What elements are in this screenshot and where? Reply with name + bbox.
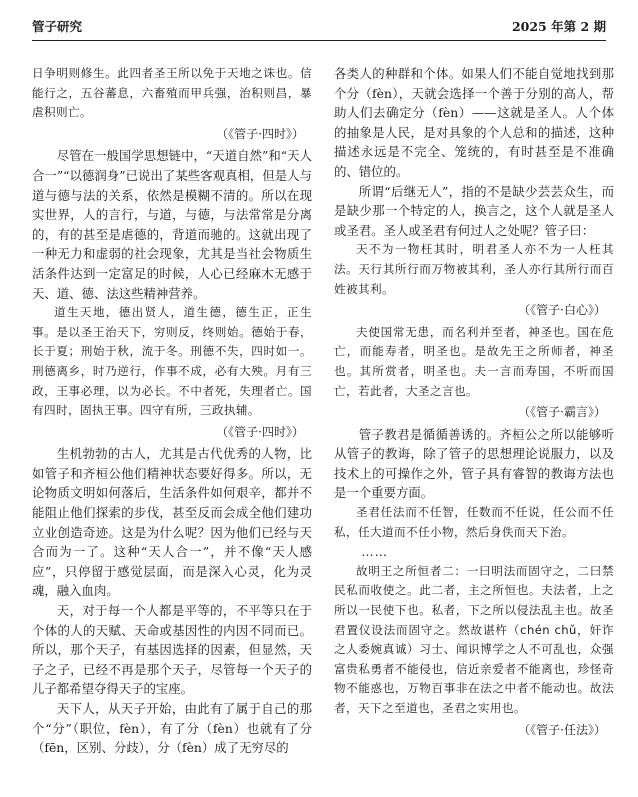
ellipsis: …… — [361, 544, 389, 560]
quote-block: 夫使国常无患，而名利并至者，神圣也。国在危亡，而能寿者，明圣也。是故先王之所师者，神圣也。其所赏者，明圣也。夫一言而寿国，不听而国亡，若此者，大圣之言也。 — [334, 324, 614, 398]
citation: （《管子·白心》） — [518, 303, 606, 318]
paragraph: 天下人，从天子开始，由此有了属于自己的那个“分”（职位，fèn），有了分（fèn）也就有了分（fēn，区别、分歧），分（fèn）成了无穷尽的 — [32, 701, 312, 756]
citation: （《管子·四时》） — [216, 126, 304, 141]
paragraph: 尽管在一般国学思想链中，“天道自然”和“天人合一”“以德润身”已说出了某些客观真相，但是人与道与德与法的关系，依然是模糊不清的。所以在现实世界，人的言行，与道，与德，与法常常是分离的，有的甚至是虐德的，背道而驰的。这就出现了一种无力和虚弱的社会现象，尤其是当社会物质生活条件达到一定富足的时候，人心已经麻木无感于天、道、德、法这些精神营养。 — [32, 148, 312, 301]
left-column — [32, 64, 312, 758]
quote-block: 日争明则修生。此四者圣王所以免于天地之诛也。信能行之，五谷蕃息，六畜殖而甲兵强，治积则昌，暴虐积则亡。 — [32, 66, 312, 120]
paragraph: 各类人的种群和个体。如果人们不能自觉地找到那个分（fèn），天就会选择一个善于分别的高人，帮助人们去确定分（fèn）——这就是圣人。人个体的抽象是人民，是对具象的个人总和的描述，这种描述永远是不完全、笼统的，有时甚至是不准确的、错位的。 — [334, 66, 614, 179]
quote-block: 天不为一物枉其时，明君圣人亦不为一人枉其法。天行其所行而万物被其利，圣人亦行其所行而百姓被其利。 — [334, 242, 614, 296]
right-column — [334, 64, 614, 742]
page-header — [32, 14, 606, 41]
quote-block: 故明王之所恒者二：一曰明法而固守之，二曰禁民私而收使之。此二者，主之所恒也。夫法者，上之所以一民使下也。私者，下之所以侵法乱主也。故圣君置仪设法而固守之。然故谌杵（chén chǔ，奸诈之人委婉真诚）习士、闻识博学之人不可乱也，众强富贵私勇者不能侵也，信近亲爱者不能离也，珍怪奇物不能惑也，万物百事非在法之中者不能动也。故法者，天下之至道也，圣君之实用也。 — [334, 563, 614, 715]
paragraph: 管子教君是循循善诱的。齐桓公之所以能够听从管子的教诲，除了管子的思想理论说服力，以及技术上的可操作之外，管子具有睿智的教诲方法也是一个重要方面。 — [334, 426, 614, 501]
citation: （《管子·四时》） — [216, 424, 304, 439]
paragraph: 天，对于每一个人都是平等的，不平等只在于个体的人的天赋、天命或基因性的内因不同而已。所以，那个天子，有基因选择的因素，但显然，天子之子，已经不再是那个天子，尽管每一个天子的儿子都希望夺得天子的宝座。 — [32, 603, 312, 697]
journal-name: 管子研究 — [32, 19, 83, 34]
citation: （《管子·霸言》） — [518, 405, 606, 420]
paragraph: 生机勃勃的古人，尤其是古代优秀的人物，比如管子和齐桓公他们精神状态要好得多。所以，无论物质文明如何落后，生活条件如何艰辛，都并不能阻止他们探索的步伐，甚至反而会成全他们建功立业创造奇迹。这是为什么呢？因为他们已经与天合而为一了。这种“天人合一”，并不像“天人感应”，只停留于感觉层面，而是深入心灵，化为灵魂，融入血肉。 — [32, 446, 312, 599]
issue-label: 2025 年第 2 期 — [511, 19, 606, 34]
quote-block: 道生天地，德出贤人，道生德，德生正，正生事。是以圣王治天下，穷则反，终则始。德始于春，长于夏；刑始于秋，流于冬。刑德不失，四时如一。刑德离乡，时乃逆行，作事不成，必有大殃。月有三政，王事必理，以为必长。不中者死，失理者亡。国有四时，固执王事。四守有所，三政执辅。 — [32, 305, 312, 418]
quote-block: 圣君任法而不任智，任数而不任说，任公而不任私，任大道而不任小物，然后身佚而天下治。 — [334, 505, 614, 539]
paragraph: 所谓“后继无人”，指的不是缺少芸芸众生，而是缺少那一个特定的人，换言之，这个人就是圣人或圣君。圣人或圣君有何过人之处呢？管子曰： — [334, 183, 614, 238]
citation: （《管子·任法》） — [518, 722, 606, 737]
